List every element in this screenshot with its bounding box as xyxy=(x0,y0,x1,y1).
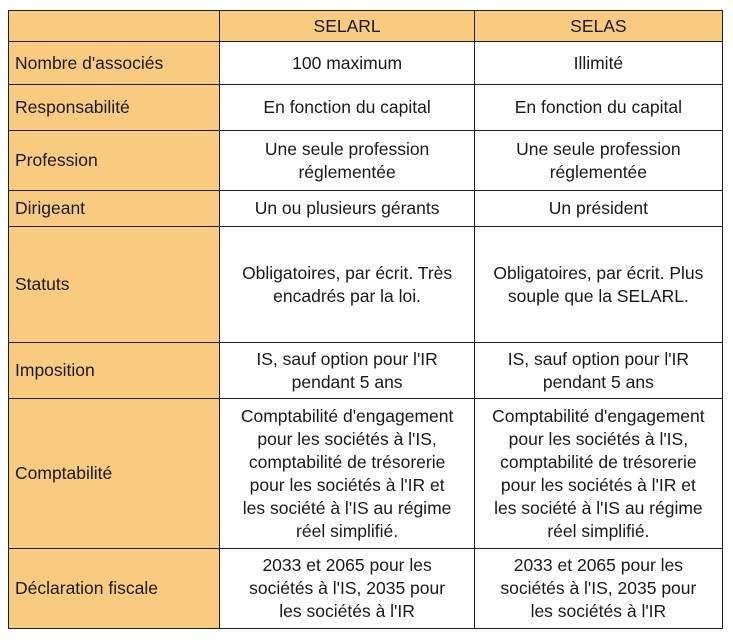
cell-line: pendant 5 ans xyxy=(542,371,654,392)
header-selas: SELAS xyxy=(474,11,722,42)
table-row xyxy=(9,191,723,227)
cell-line: IS, sauf option pour l'IR xyxy=(507,348,690,369)
cell-line: sociétés à l'IS, 2035 pour xyxy=(249,578,446,598)
cell-line: 2033 et 2065 pour les xyxy=(513,555,684,575)
cell-line: pour les sociétés à l'IR et xyxy=(249,474,445,495)
cell-line: comptabilité de trésorerie xyxy=(500,451,697,472)
selas-cell xyxy=(474,343,722,399)
cell-line: Un ou plusieurs gérants xyxy=(254,198,440,218)
selarl-cell xyxy=(220,191,474,227)
cell-line: encadrés par la loi. xyxy=(273,285,422,306)
row-label: Comptabilité xyxy=(9,399,220,549)
row-label: Imposition xyxy=(9,343,220,399)
selas-cell xyxy=(474,549,722,629)
header-corner-cell xyxy=(9,11,220,42)
cell-line: En fonction du capital xyxy=(263,97,431,117)
selas-cell xyxy=(474,399,722,549)
cell-line: réglementée xyxy=(298,161,396,182)
cell-line: 100 maximum xyxy=(292,52,403,73)
cell-line: pour les sociétés à l'IS, xyxy=(257,428,437,449)
cell-line: Comptabilité d'engagement xyxy=(240,405,454,426)
selarl-cell xyxy=(220,42,474,85)
cell-line: Un président xyxy=(548,198,648,218)
cell-line: IS, sauf option pour l'IR xyxy=(256,348,438,369)
cell-line: Illimité xyxy=(573,52,624,73)
cell-line: pour les sociétés à l'IR et xyxy=(500,474,696,495)
cell-line: les sociétés à l'IR xyxy=(279,601,415,621)
cell-line: les société à l'IS au régime xyxy=(242,497,452,518)
cell-line: sociétés à l'IS, 2035 pour xyxy=(500,578,697,598)
row-label: Profession xyxy=(9,131,220,191)
row-label: Déclaration fiscale xyxy=(9,549,220,629)
table-row xyxy=(9,343,723,399)
row-label: Responsabilité xyxy=(9,85,220,131)
selas-cell xyxy=(474,191,722,227)
cell-line: réglementée xyxy=(549,161,648,182)
cell-line: réel simplifié. xyxy=(296,520,399,541)
selarl-cell xyxy=(220,131,474,191)
cell-line: les sociétés à l'IR xyxy=(530,601,667,621)
header-row xyxy=(9,11,723,42)
selarl-cell xyxy=(220,227,474,343)
cell-line: pendant 5 ans xyxy=(291,371,403,392)
cell-line: Obligatoires, par écrit. Très xyxy=(242,262,453,283)
row-label: Statuts xyxy=(9,227,220,343)
cell-line: Comptabilité d'engagement xyxy=(492,405,705,426)
table-row xyxy=(9,42,723,85)
cell-line: réel simplifié. xyxy=(547,520,650,541)
selarl-cell xyxy=(220,399,474,549)
cell-line: souple que la SELARL. xyxy=(507,285,689,306)
cell-line: Une seule profession xyxy=(264,138,430,159)
selas-cell xyxy=(474,42,722,85)
cell-line: 2033 et 2065 pour les xyxy=(262,555,432,575)
table-row xyxy=(9,549,723,629)
table-row xyxy=(9,131,723,191)
cell-line: En fonction du capital xyxy=(514,97,683,117)
row-label: Nombre d'associés xyxy=(9,42,220,85)
table-row xyxy=(9,227,723,343)
selarl-cell xyxy=(220,343,474,399)
selas-cell xyxy=(474,85,722,131)
selas-cell xyxy=(474,227,722,343)
selarl-cell xyxy=(220,549,474,629)
cell-line: Une seule profession xyxy=(516,138,681,159)
table-row xyxy=(9,85,723,131)
comparison-table xyxy=(8,10,723,629)
cell-line: pour les sociétés à l'IS, xyxy=(508,428,689,449)
row-label: Dirigeant xyxy=(9,191,220,227)
selarl-cell xyxy=(220,85,474,131)
selas-cell xyxy=(474,131,722,191)
cell-line: les société à l'IS au régime xyxy=(494,497,703,518)
table-row xyxy=(9,399,723,549)
cell-line: comptabilité de trésorerie xyxy=(248,451,446,472)
header-selarl: SELARL xyxy=(220,11,474,42)
cell-line: Obligatoires, par écrit. Plus xyxy=(493,262,704,283)
